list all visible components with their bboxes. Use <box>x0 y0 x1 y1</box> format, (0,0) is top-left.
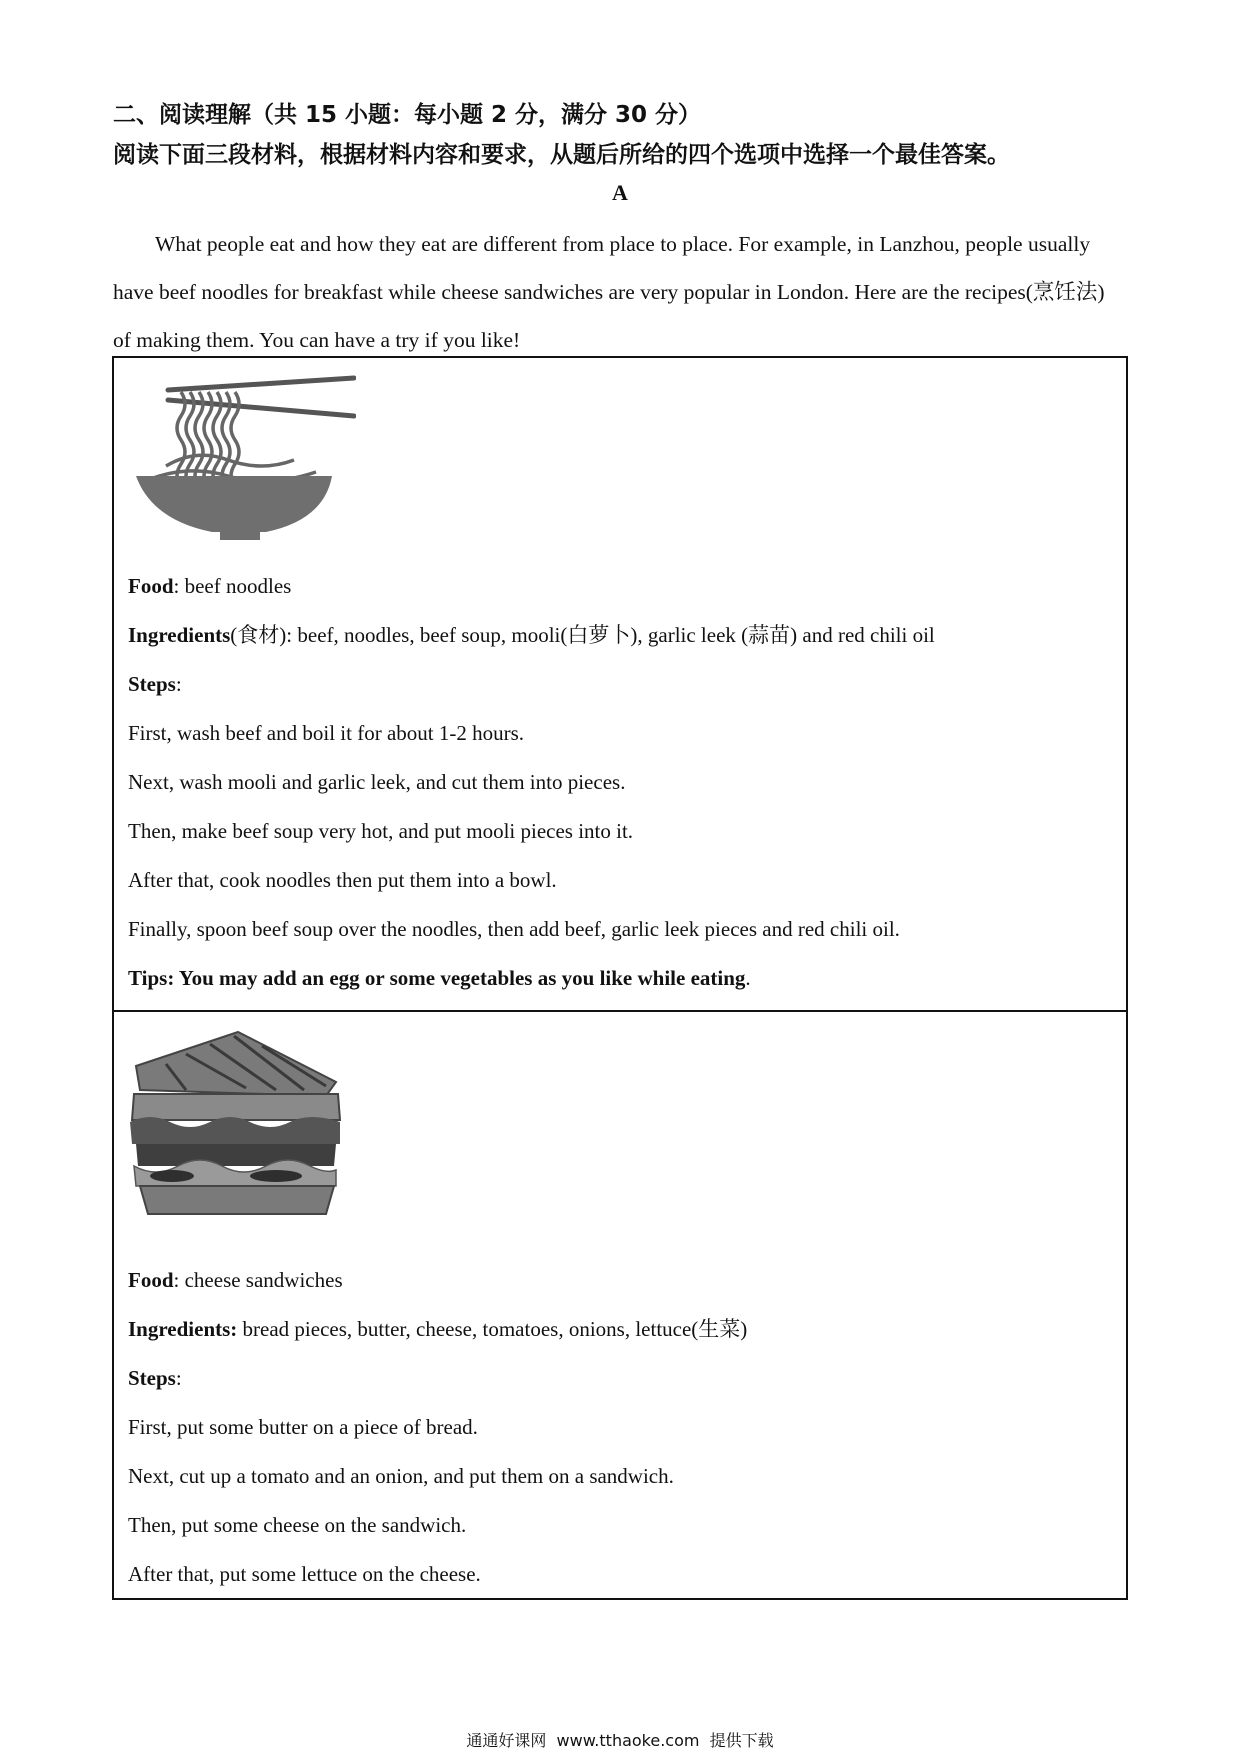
step-item: Next, wash mooli and garlic leek, and cut them into pieces. <box>128 770 626 794</box>
instruction: 阅读下面三段材料，根据材料内容和要求，从题后所给的四个选项中选择一个最佳答案。 <box>113 142 1010 168</box>
intro-paragraph: What people eat and how they eat are different from place to place. For example, in Lanzhou, people usually have beef noodles for breakfast while cheese sandwiches are very popular in London. Here are the recipes(烹饪法) of making them. You can have a try if you like! <box>113 232 1105 352</box>
step-item: Finally, spoon beef soup over the noodles, then add beef, garlic leek pieces and red chili oil. <box>128 917 900 941</box>
passage-letter: A <box>612 180 628 205</box>
step-item: After that, put some lettuce on the cheese. <box>128 1562 481 1586</box>
steps-label: Steps: <box>128 1366 182 1390</box>
steps-label: Steps: <box>128 672 182 696</box>
ingredients-line: Ingredients: bread pieces, butter, cheese, tomatoes, onions, lettuce(生菜) <box>128 1317 748 1341</box>
ingredients-line: Ingredients(食材): beef, noodles, beef soup, mooli(白萝卜), garlic leek (蒜苗) and red chili oil <box>128 623 935 647</box>
recipe-card-beef-noodles <box>114 358 1126 1010</box>
step-item: Then, put some cheese on the sandwich. <box>128 1513 467 1537</box>
recipe-table <box>112 356 1128 1600</box>
section-heading: 二、阅读理解（共 15 小题：每小题 2 分，满分 30 分） <box>113 102 702 128</box>
step-item: After that, cook noodles then put them into a bowl. <box>128 868 557 892</box>
step-item: Next, cut up a tomato and an onion, and put them on a sandwich. <box>128 1464 674 1488</box>
sandwich-icon <box>126 1024 356 1234</box>
step-item: Then, make beef soup very hot, and put mooli pieces into it. <box>128 819 634 843</box>
food-line: Food: beef noodles <box>128 574 292 598</box>
recipe-card-cheese-sandwiches <box>114 1010 1126 1598</box>
step-item: First, put some butter on a piece of bread. <box>128 1415 478 1439</box>
tips-line: Tips: You may add an egg or some vegetables as you like while eating. <box>128 966 751 990</box>
noodle-bowl-icon <box>126 370 356 550</box>
food-line: Food: cheese sandwiches <box>128 1268 343 1292</box>
step-item: First, wash beef and boil it for about 1-2 hours. <box>128 721 525 745</box>
page-footer: 通通好课网 www.tthaoke.com 提供下载 <box>466 1731 774 1750</box>
